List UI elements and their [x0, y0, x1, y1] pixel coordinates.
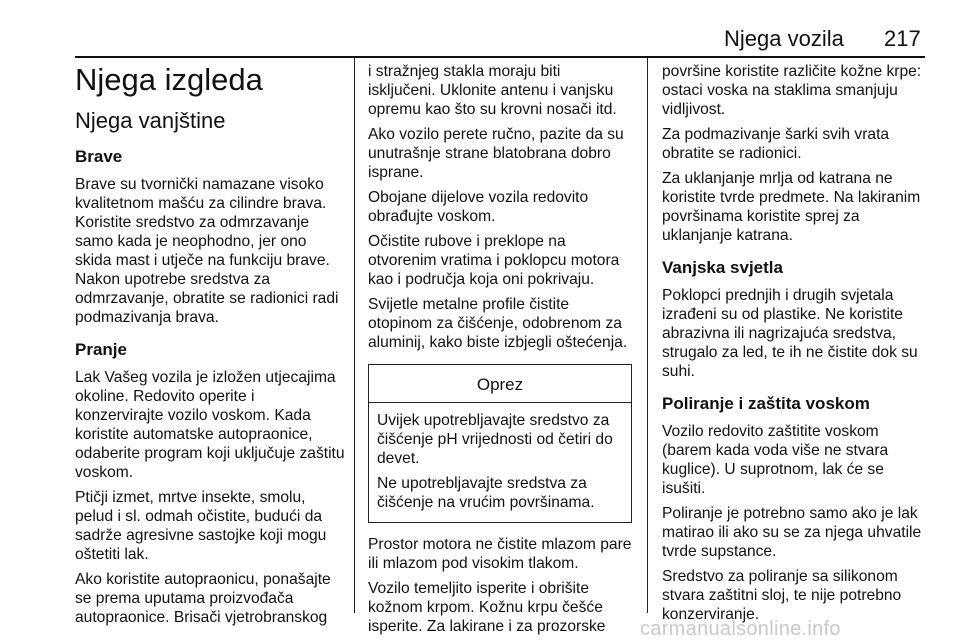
- caution-title: Oprez: [369, 365, 631, 403]
- section-heading: Njega vanjštine: [75, 108, 226, 133]
- caution-body: [369, 403, 631, 522]
- paragraph-lights: Poklopci prednjih i drugih svjetala izrađeni su od plastike. Ne koristite abrazivna ili nagrizajuća sredstva, strugalo za led, te ih ne čistite dok su suhi.: [662, 287, 918, 380]
- paragraph: Svijetle metalne profile čistite otopinom za čišćenje, odobrenom za aluminij, kako biste izbjegli oštećenja.: [368, 296, 628, 351]
- header-rule: [75, 56, 925, 58]
- paragraph-polishing-2: Poliranje je potrebno samo ako je lak matirao ili ako su se za njega uhvatile tvrde supstance.: [662, 505, 922, 560]
- paragraph-polishing-3: Sredstvo za poliranje sa silikonom stvara zaštitni sloj, te nije potrebno konzerviranje.: [662, 568, 902, 623]
- paragraph: Za uklanjanje mrlja od katrana ne koristite tvrde predmete. Na lakiranim površinama koristite sprej za uklanjanje katrana.: [662, 170, 921, 244]
- page-number: 217: [884, 26, 921, 51]
- subheading-polishing: Poliranje i zaštita voskom: [662, 394, 870, 413]
- watermark-text: carmanualsonline.info: [640, 618, 841, 640]
- column-2: [368, 62, 632, 642]
- paragraph: Vozilo temeljito isperite i obrišite kožnom krpom. Kožnu krpu češće isperite. Za lakirane i za prozorske: [368, 580, 606, 635]
- paragraph-locks: Brave su tvornički namazane visoko kvalitetnom mašću za cilindre brava. Koristite sredstvo za odmrzavanje samo kada je neophodno, jer ono skida mast i utječe na funkciju brave. Nakon upotrebe sredstva za odmrzavanje, obratite se radionici radi podmazivanja brava.: [75, 176, 339, 326]
- column-divider-1: [354, 58, 355, 613]
- paragraph: Obojane dijelove vozila redovito obrađujte voskom.: [368, 189, 589, 225]
- caution-text-1: Uvijek upotrebljavajte sredstvo za čišćenje pH vrijednosti od četiri do devet.: [377, 412, 613, 467]
- paragraph-polishing-1: Vozilo redovito zaštitite voskom (barem kada voda više ne stvara kuglice). U suprotnom, lak će se isušiti.: [662, 423, 889, 497]
- caution-box: [368, 364, 632, 523]
- subheading-washing: Pranje: [75, 340, 127, 359]
- paragraph: i stražnjeg stakla moraju biti isključeni. Uklonite antenu i vanjsku opremu kao što su krovni nosači itd.: [368, 63, 617, 118]
- caution-text-2: Ne upotrebljavajte sredstva za čišćenje na vrućim površinama.: [377, 475, 595, 511]
- paragraph: Za podmazivanje šarki svih vrata obratite se radionici.: [662, 126, 890, 162]
- subheading-exterior-lights: Vanjska svjetla: [662, 258, 783, 277]
- paragraph-washing-2: Ptičji izmet, mrtve insekte, smolu, pelud i sl. odmah očistite, budući da sadrže agresivne sastojke koji mogu oštetiti lak.: [75, 489, 327, 563]
- paragraph-washing-3: Ako koristite autopraonicu, ponašajte se prema uputama proizvođača autopraonice. Brisači vjetrobranskog: [75, 571, 331, 626]
- column-divider-2: [647, 58, 648, 613]
- paragraph: Ako vozilo perete ručno, pazite da su unutrašnje strane blatobrana dobro isprane.: [368, 126, 624, 181]
- paragraph-washing-1: Lak Vašeg vozila je izložen utjecajima okoline. Redovito operite i konzervirajte vozilo voskom. Kada koristite automatske autopraonice, odaberite program koji uključuje zaštitu voskom.: [75, 369, 345, 481]
- paragraph: Prostor motora ne čistite mlazom pare ili mlazom pod visokim tlakom.: [368, 536, 632, 572]
- subheading-locks: Brave: [75, 147, 123, 166]
- paragraph: Očistite rubove i preklope na otvorenim vratima i poklopcu motora kao i područja koja oni pokrivaju.: [368, 233, 620, 288]
- chapter-heading: Njega izgleda: [75, 62, 263, 97]
- column-1: [75, 62, 347, 633]
- paragraph: površine koristite različite kožne krpe: ostaci voska na staklima smanjuju vidljivost.: [662, 63, 922, 118]
- section-title: Njega vozila: [724, 26, 844, 51]
- column-3: [662, 62, 928, 630]
